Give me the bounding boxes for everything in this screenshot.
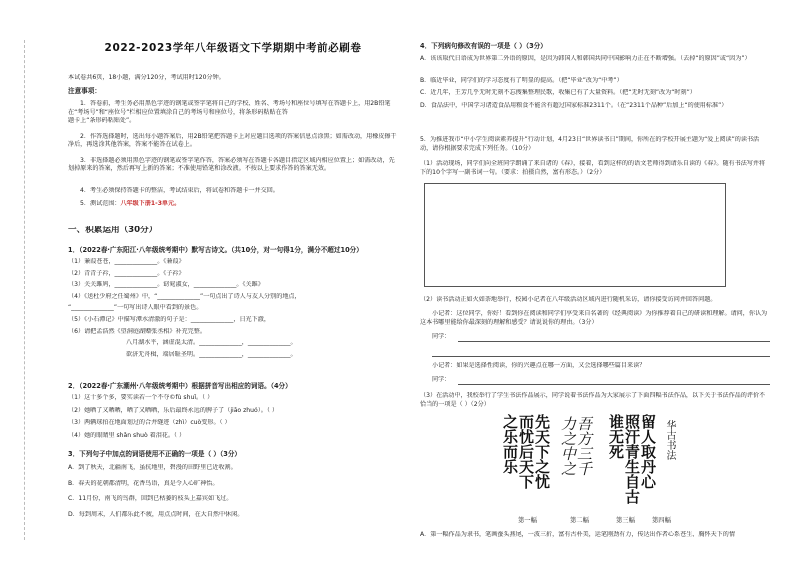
answer-label: 同学：: [432, 376, 451, 383]
callig-col: 力之中之: [559, 416, 577, 476]
question-5-part-3: （3）在活动中，我校举行了学生书法作品展示，同学说着书法作品为大家展示了下面四幅书法作品，以下关于书法作品的评价不恰当的一项是（ ）（2分）: [420, 392, 766, 408]
question-3-heading: 3．下列句子中加点的词语使用不正确的一项是（ ）（3分）: [68, 450, 242, 458]
callig-col: 吾方三千: [575, 416, 593, 476]
callig-col: 先天下之忧: [533, 414, 551, 489]
answer-line[interactable]: [432, 356, 770, 357]
q2-line: （3）两辆球拍在地面划过的合并缝迹（zhì）cuò变形。（ ）: [68, 419, 231, 427]
callig-col: 照汗青生自古: [623, 414, 641, 504]
question-4-heading: 4．下列病句修改有误的一项是（ ）（3分）: [420, 42, 547, 50]
notes-heading: 注意事项：: [68, 87, 101, 95]
note5-prefix: 5．测试范围：: [80, 200, 121, 208]
section-heading: 一、积累运用（30分）: [68, 226, 158, 235]
note-item: 4．考生必须保持答题卡的整洁，考试结束后，将试卷和答题卡一并交回。: [80, 186, 279, 194]
callig-col: 华古书法: [664, 420, 675, 460]
note-item: 3．非选择题必须用黑色字迹的钢笔或签字笔作答，答案必须写在答题卡各题目指定区域内相应位置上；如需改动，先划掉原来的答案，然后再写上新的答案；不准使用铅笔和涂改液。不按以上要求作答的答案无效。: [68, 156, 395, 173]
note-item: [68, 200, 398, 209]
caption-2: 第二幅: [570, 517, 589, 524]
question-4-options: [420, 55, 770, 119]
calligraphy-work-4: [664, 420, 675, 480]
calligraphy-work-2: [560, 416, 592, 506]
q1-line: 欲济无舟楫，端居耻圣明。______________，______________。: [126, 350, 297, 358]
q3-option: D．每到周末，人们都乐此不疲，用点点时间，在大自然中休闲。: [68, 510, 244, 518]
q1-line: （3）关关雎鸠，______________。窈窕淑女，______________。《关雎》: [68, 281, 264, 289]
caption-3: 第三幅: [616, 517, 635, 524]
question-2-lines: [68, 394, 398, 444]
question-3-options: [68, 464, 398, 526]
q1-line: （2）青青子衿，______________。《子衿》: [68, 269, 185, 277]
binding-margin-line: [24, 40, 25, 540]
q5-3-option-a: A．第一幅作品为隶书，笔画蚕头燕尾，一波三折，富有古朴美，运笔刚劲有力，传达出作者心系苍生、胸怀天下的情: [420, 531, 735, 538]
q3-option: C．11月份，南飞的鸟群，回到已枯萎的枝头上嘉宾如飞过。: [68, 495, 233, 502]
answer-line[interactable]: [458, 384, 770, 385]
note-item: 题卡上“条形码粘贴处”。: [68, 117, 136, 124]
reporter-question: 小记者：这位同学，你好！看到你在阅读和同学们享受来自名著的《经典阅读》为你推荐着自己的研读和理解。请问，你认为这本书哪里能给你最深刻的理解和感受？请说说你的理由。（3分）: [420, 310, 768, 326]
exam-intro: 本试卷共6页，18小题，满分120分，考试用时120分钟。: [68, 74, 225, 81]
exam-title: 2022-2023学年八年级语文下学期期中考前必刷卷: [104, 42, 362, 54]
q1-line: （1）蒹葭苍苍，______________。《蒹葭》: [68, 258, 185, 265]
note-item: 1．答卷前，考生务必用黑色字迹的钢笔或签字笔将自己的学校、姓名、考场号和座位号填写在答题卡上，用2B铅笔在“考场号”和“座位号”栏相应位置填涂自己的考场号和座位号，将条形码粘贴在答: [68, 100, 391, 116]
question-2-heading: 2．（2022春·广东潮州·八年级统考期中）根据拼音写出相应的词语。（4分）: [68, 382, 292, 390]
question-5-part-1: （1）活动现场，同学们向全班同学朗诵了来自诸的《春》，接着，看到这样的的语文老师得到请乐自读的《春》。随有书法写并将下的10个字写一副书词一句。（要求：拍摄自然，富有形态。）（2分）: [420, 160, 766, 176]
callig-col: 留人取丹心: [639, 414, 657, 489]
callig-col: 谁无死: [607, 414, 625, 459]
q4-option: C．近几年，王芳几乎无时无刻不忘搜集整理民歌，收集已有了大量资料。（把“无时无刻”改为“时刻”）: [420, 89, 696, 97]
calligraphy-work-1: [502, 414, 550, 510]
q4-option: A．该该取代日语成为世界第二外语的原因，是因为韩国人和韩国共同中国影响力正在不断增强。（去掉“的原因”或“因为”）: [420, 55, 751, 62]
q3-option: B．春天的花朝都清明，花香鸟语，真是令人心旷神怡。: [68, 479, 219, 487]
notes-list: [68, 100, 398, 209]
caption-4: 第四幅: [652, 517, 671, 524]
note-item: 2．作答选择题时，选出每小题答案后，用2B铅笔把答题卡上对应题目选项的答案信息点涂黑；如需改动，用橡皮擦干净后，再选涂其他答案，答案不能答在试卷上。: [68, 132, 397, 149]
callig-col: 之乐而乐: [501, 414, 519, 474]
callig-col: 而忧后天下: [517, 414, 535, 489]
q3-option: A．到了秋天，北疆南飞，虽抗地里，碧漫的田野里已近收割。: [68, 464, 237, 471]
reporter-question-2: 小记者：如果是选择性阅读，你的兴趣点在哪一方面，又会选择哪些篇目来读？: [432, 362, 646, 369]
question-5-heading: 5．为推进我市“中小学生阅读素养提升”行动计划，4月23日“世界读书日”期间，你所在的学校开展主题为“爱上阅读”的读书活动，请你根据要求完成下列任务。（10分）: [420, 136, 760, 152]
q4-option: D．食品法中，中国学习诸造食品用粮食不能含有超过国家标准2311个。（在“2311个品种”后加上“的使用标准”）: [420, 101, 728, 109]
question-1-heading: 1．（2022春·广东阳江·八年级统考期中）默写古诗文。（共10分，对一句得1分，满分不超过10分）: [68, 246, 363, 254]
question-1-lines: [68, 258, 398, 362]
question-5-part-2: （2）读书活动正如火如荼地举行，校园小记者在八年级活动区域内进行随机采访，请你接受访问并回答问题。: [420, 296, 717, 303]
q2-line: （1）这十多个多，要实读若一个不夺©fù shuǐ。（ ）: [68, 394, 214, 401]
calligraphy-answer-box: [424, 183, 726, 287]
answer-label: 同学：: [432, 333, 451, 340]
q1-line: “______________”一句写出诗人眼中看到的景色。: [68, 304, 203, 312]
answer-line[interactable]: [458, 341, 770, 342]
q1-line: （6）请把孟浩然《望洞庭湖赠张丞相》补充完整。: [68, 327, 206, 335]
q2-line: （4）她的眼睛里 shǎn shuò 着泪花。（ ）: [68, 431, 186, 439]
q1-line: 八月湖水平，涵虚混太清。______________，______________。: [126, 339, 297, 347]
caption-1: 第一幅: [518, 517, 537, 524]
q1-line: （4）《送杜少府之任蜀州》中，“______________”一句点出了诗人与友人分别的地点，: [68, 292, 301, 300]
calligraphy-work-3: [608, 414, 656, 510]
q4-option: B．临近毕业，同学们的学习态度有了明显的提高。（把“毕业”改为“中考”）: [420, 76, 623, 84]
q1-line: （5）《小石潭记》中描写潭水清澈的句子是：______________，日光下澈，: [68, 315, 270, 323]
q2-line: （2）她晒了又晒晒，晒了又晒晒，乐后最终永远的脾子了（jiāo zhuó）。（ ）: [68, 406, 278, 414]
test-scope: 八年级下册1-3单元。: [120, 200, 181, 208]
